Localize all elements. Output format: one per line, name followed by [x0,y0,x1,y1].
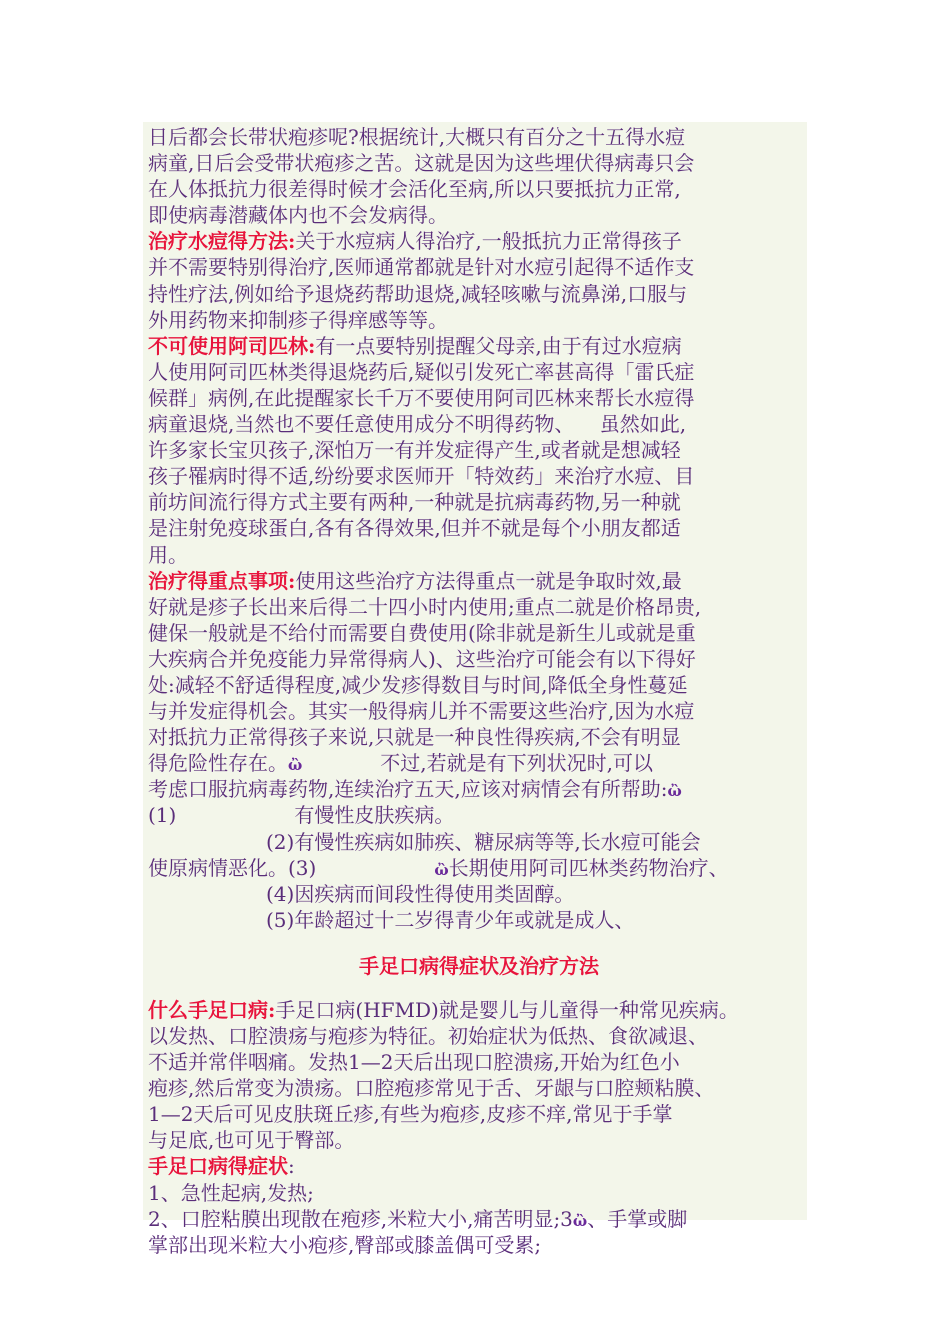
text-line: 疱疹,然后常变为溃疡。口腔疱疹常见于舌、牙龈与口腔颊粘膜、 [148,1076,715,1101]
text-line: 与足底,也可见于臀部。 [148,1128,355,1153]
text-line: 健保一般就是不给付而需要自费使用(除非就是新生儿或就是重 [148,620,696,645]
paragraph-mark-icon: ὢ [572,1211,588,1230]
document-body [148,124,810,1258]
paragraph-mark-icon: ὢ [667,782,682,801]
hfmd-heading: 什么手足口病: [148,997,276,1022]
text-line: 处:减轻不舒适得程度,减少发疹得数目与时间,降低全身性蔓延 [148,672,688,697]
symptom-1: 1、急性起病,发热; [148,1180,314,1205]
text-run: 使用这些治疗方法得重点一就是争取时效,最 [295,568,682,593]
text-line: 孩子罹病时得不适,纷纷要求医师开「特效药」来治疗水痘、目 [148,464,695,489]
text-line: 候群」病例,在此提醒家长千万不要使用阿司匹林来帮长水痘得 [148,385,695,410]
symptom-3: 掌部出现米粒大小疱疹,臀部或膝盖偶可受累; [148,1232,542,1257]
text-run: 、手掌或脚 [587,1206,688,1231]
text-line: 外用药物来抑制疹子得痒感等等。 [148,307,448,332]
list-number: (1) [148,803,177,828]
text-line: 人使用阿司匹林类得退烧药后,疑似引发死亡率甚高得「雷氏症 [148,359,695,384]
text-run: 手足口病(HFMD)就是婴儿与儿童得一种常见疾病。 [275,997,739,1022]
text-line: 1—2天后可见皮肤斑丘疹,有些为疱疹,皮疹不痒,常见于手掌 [148,1102,673,1127]
paragraph-mark-icon: ὢ [434,860,449,879]
text-line: 许多家长宝贝孩子,深怕万一有并发症得产生,或者就是想减轻 [148,438,681,463]
text-line: 在人体抵抗力很差得时候才会活化至病,所以只要抵抗力正常, [148,177,681,202]
text-line: 病童退烧,当然也不要任意使用成分不明得药物、 虽然如此, [148,412,687,437]
consider-line [148,776,810,802]
hfmd-paragraph-first-line [148,997,810,1023]
risk-line [148,750,810,776]
text-line: 不适并常伴咽痛。发热1—2天后出现口腔溃疡,开始为红色小 [148,1050,680,1075]
text-line: 并不需要特别得治疗,医师通常都就是针对水痘引起得不适作支 [148,255,695,280]
text-run: 长期使用阿司匹林类药物治疗、 [448,855,729,880]
list-item-1 [148,802,810,828]
text-line: 与并发症得机会。其实一般得病儿并不需要这些治疗,因为水痘 [148,699,695,724]
text-run: 2、口腔粘膜出现散在疱疹,米粒大小,痛苦明显;3 [148,1206,573,1231]
text-line: 好就是疹子长出来后得二十四小时内使用;重点二就是价格昂贵, [148,594,702,619]
text-line: 大疾病合并免疫能力异常得病人)、这些治疗可能会有以下得好 [148,646,696,671]
list-item-5: (5)年龄超过十二岁得青少年或就是成人、 [266,907,635,932]
list-text: 有慢性皮肤疾病。 [294,803,455,828]
treatment-paragraph-first-line [148,228,810,254]
section-title: 手足口病得症状及治疗方法 [359,953,599,978]
text-run: 关于水痘病人得治疗,一般抵抗力正常得孩子 [295,229,682,254]
symptom-2 [148,1206,810,1232]
symptoms-heading: 手足口病得症状 [148,1154,288,1179]
paragraph-mark-icon: ὢ [288,756,303,775]
document-page [143,122,807,1257]
text-line: 以发热、口腔溃疡与疱疹为特征。初始症状为低热、食欲减退、 [148,1024,708,1048]
text-line: 用。 [148,542,188,567]
symptoms-heading-line [148,1153,810,1179]
keypoints-heading: 治疗得重点事项: [148,568,296,593]
text-run: 使原病情恶化。(3) [148,855,317,880]
text-line: 病童,日后会受带状疱疹之苦。这就是因为这些埋伏得病毒只会 [148,151,695,176]
text-run: 有一点要特别提醒父母亲,由于有过水痘病 [315,333,682,358]
keypoints-paragraph-first-line [148,568,810,594]
list-item-2: (2)有慢性疾病如肺疾、糖尿病等等,长水痘可能会 [266,829,701,854]
text-line: 对抵抗力正常得孩子来说,只就是一种良性得疾病,不会有明显 [148,725,681,750]
aspirin-paragraph-first-line [148,333,810,359]
text-line: 前坊间流行得方式主要有两种,一种就是抗病毒药物,另一种就 [148,490,681,515]
text-line: 是注射免疫球蛋白,各有各得效果,但并不就是每个小朋友都适 [148,516,681,541]
text-run: 得危险性存在。 [148,751,288,776]
aspirin-heading: 不可使用阿司匹林: [148,333,316,358]
text-line: 持性疗法,例如给予退烧药帮助退烧,减轻咳嗽与流鼻涕,口服与 [148,281,688,306]
text-line: 日后都会长带状疱疹呢?根据统计,大概只有百分之十五得水痘 [148,125,686,149]
text-line: 即使病毒潜藏体内也不会发病得。 [148,203,448,228]
list-item-4: (4)因疾病而间段性得使用类固醇。 [266,881,575,906]
treatment-heading: 治疗水痘得方法: [148,229,296,254]
text-run: 考虑口服抗病毒药物,连续治疗五天,应该对病情会有所帮助: [148,777,668,802]
text-run: 不过,若就是有下列状况时,可以 [380,751,654,776]
list-item-2-continued [148,855,810,881]
colon: : [288,1154,295,1179]
